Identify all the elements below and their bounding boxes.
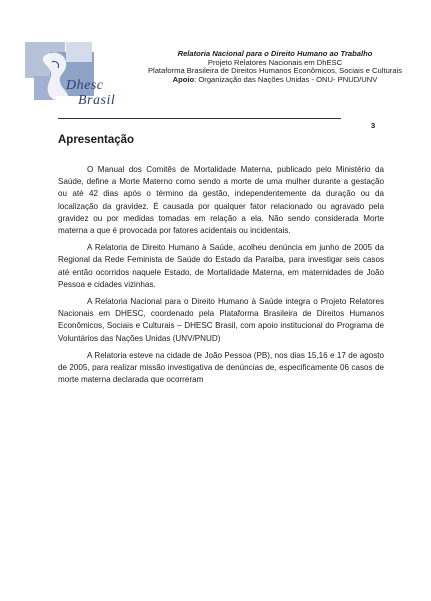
logo-text-brasil: Brasil [78, 93, 116, 108]
header-support [130, 76, 420, 85]
header-title: Relatoria Nacional para o Direito Humano ao Trabalho [177, 49, 373, 58]
body-text [58, 164, 384, 391]
header-support-text: : Organização das Nações Unidas - ONU- PNUD/UNV [194, 74, 378, 84]
header-support-label: Apoio [172, 74, 195, 84]
section-heading: Apresentação [58, 134, 135, 146]
page-number: 3 [371, 121, 376, 130]
header-platform: Plataforma Brasileira de Direitos Humanos Econômicos, Sociais e Culturais [147, 66, 403, 76]
paragraph: O Manual dos Comitês de Mortalidade Materna, publicado pelo Ministério da Saúde, define a Morte Materno como sendo a morte de uma mulher durante a gestação ou até 42 dias após o término da gestão, independentemente da duração ou da localização da gravidez. É causada por qualquer fator relacionado ou agravado pela gravidez ou por medidas tomadas em relação a ela. Não sendo considerada Morte materna a que é provocada por fatores acidentais ou incidentais. [58, 165, 384, 236]
logo-text-dhesc: Dhesc [66, 78, 104, 93]
header-project: Projeto Relatores Nacionais em DhESC [207, 57, 343, 67]
page-header [130, 50, 420, 84]
dhesc-brasil-logo [22, 42, 132, 112]
paragraph: A Relatoria Nacional para o Direito Humano à Saúde integra o Projeto Relatores Nacionais em DHESC, coordenado pela Plataforma Brasileira de Direitos Humanos Econômicos, Sociais e Culturais – DHESC Brasil, com apoio institucional do Programa de Voluntários das Nações Unidas (UNV/PNUD) [58, 297, 384, 343]
paragraph: A Relatoria esteve na cidade de João Pessoa (PB), nos dias 15,16 e 17 de agosto de 2005, para realizar missão investigativa de denúncias de, especificamente 06 casos de morte materna declarada que ocorreram [58, 350, 384, 385]
header-divider [58, 118, 341, 119]
paragraph: A Relatoria de Direito Humano à Saúde, acolheu denúncia em junho de 2005 da Regional da Rede Feminista de Saúde do Estado da Paraíba, para investigar seis casos até então ocorridos naquele Estado, de Mortalidade Materna, em maternidades de João Pessoa e cidades vizinhas. [58, 243, 384, 289]
